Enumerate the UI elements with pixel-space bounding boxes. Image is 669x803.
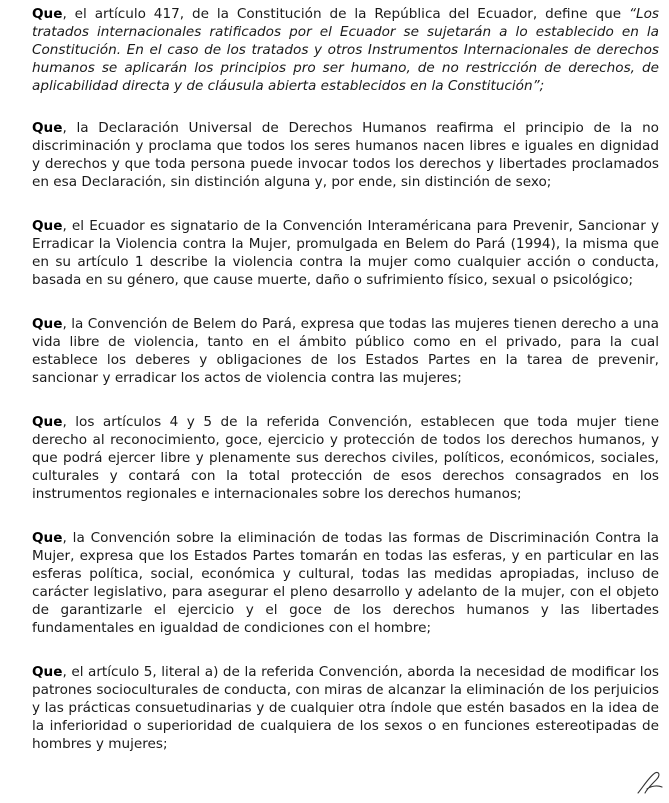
paragraph-cedaw [32, 529, 659, 637]
paragraph-lead: Que [32, 414, 63, 430]
paragraph-lead: Que [32, 120, 63, 136]
paragraph-article-5a [32, 663, 659, 753]
paragraph-lead: Que [32, 530, 63, 546]
paragraph-lead: Que [32, 6, 63, 22]
paragraph-lead: Que [32, 316, 63, 332]
paragraph-interamerican-convention [32, 217, 659, 289]
paragraph-text: , la Declaración Universal de Derechos Humanos reafirma el principio de la no discriminación y proclama que todos los seres humanos nacen libres e iguales en dignidad y derechos y que toda persona puede invocar todos los derechos y libertades proclamados en esa Declaración, sin distinción alguna y, por ende, sin distinción de sexo; [32, 120, 659, 190]
paragraph-text: , el artículo 417, de la Constitución de la República del Ecuador, define que [62, 6, 629, 22]
paragraph-lead: Que [32, 664, 63, 680]
paragraph-text: , la Convención de Belem do Pará, expresa que todas las mujeres tienen derecho a una vida libre de violencia, tanto en el ámbito público como en el privado, para la cual establece los deberes y obligaciones de los Estados Partes en la tarea de prevenir, sancionar y erradicar los actos de violencia contra las mujeres; [32, 316, 659, 386]
paragraph-article-417 [32, 5, 659, 95]
paragraph-text: , la Convención sobre la eliminación de todas las formas de Discriminación Contra la Mujer, expresa que los Estados Partes tomarán en todas las esferas, y en particular en las esferas política, social, económica y cultural, todas las medidas apropiadas, incluso de carácter legislativo, para asegurar el pleno desarrollo y adelanto de la mujer, con el objeto de garantizarle el ejercicio y el goce de los derechos humanos y las libertades fundamentales en igualdad de condiciones con el hombre; [32, 530, 659, 636]
paragraph-belem-do-para [32, 315, 659, 387]
paragraph-text: , los artículos 4 y 5 de la referida Convención, establecen que toda mujer tiene derecho al reconocimiento, goce, ejercicio y protección de todos los derechos humanos, y que podrá ejercer libre y plenamente sus derechos civiles, políticos, económicos, sociales, culturales y contará con la total protección de esos derechos consagrados en los instrumentos regionales e internacionales sobre los derechos humanos; [32, 414, 659, 502]
paragraph-lead: Que [32, 218, 63, 234]
paragraph-articles-4-5 [32, 413, 659, 503]
signature-stroke [638, 772, 662, 793]
signature-mark [635, 769, 665, 797]
paragraph-quote: “Los tratados internacionales ratificados por el Ecuador se sujetarán a lo establecido en la Constitución. En el caso de los tratados y otros Instrumentos Internacionales de derechos humanos se aplicarán los principios pro ser humano, de no restricción de derechos, de aplicabilidad directa y de cláusula abierta establecidos en la Constitución”; [32, 6, 659, 94]
paragraph-text: , el Ecuador es signatario de la Convención Interaméricana para Prevenir, Sancionar y Erradicar la Violencia contra la Mujer, promulgada en Belem do Pará (1994), la misma que en su artículo 1 describe la violencia contra la mujer como cualquier acción o conducta, basada en su género, que cause muerte, daño o sufrimiento físico, sexual o psicológico; [32, 218, 659, 288]
paragraph-text: , el artículo 5, literal a) de la referida Convención, aborda la necesidad de modificar los patrones socioculturales de conducta, con miras de alcanzar la eliminación de los perjuicios y las prácticas consuetudinarias y de cualquier otra índole que estén basados en la idea de la inferioridad o superioridad de cualquiera de los sexos o en funciones estereotipadas de hombres y mujeres; [32, 664, 659, 752]
paragraph-universal-declaration [32, 119, 659, 191]
